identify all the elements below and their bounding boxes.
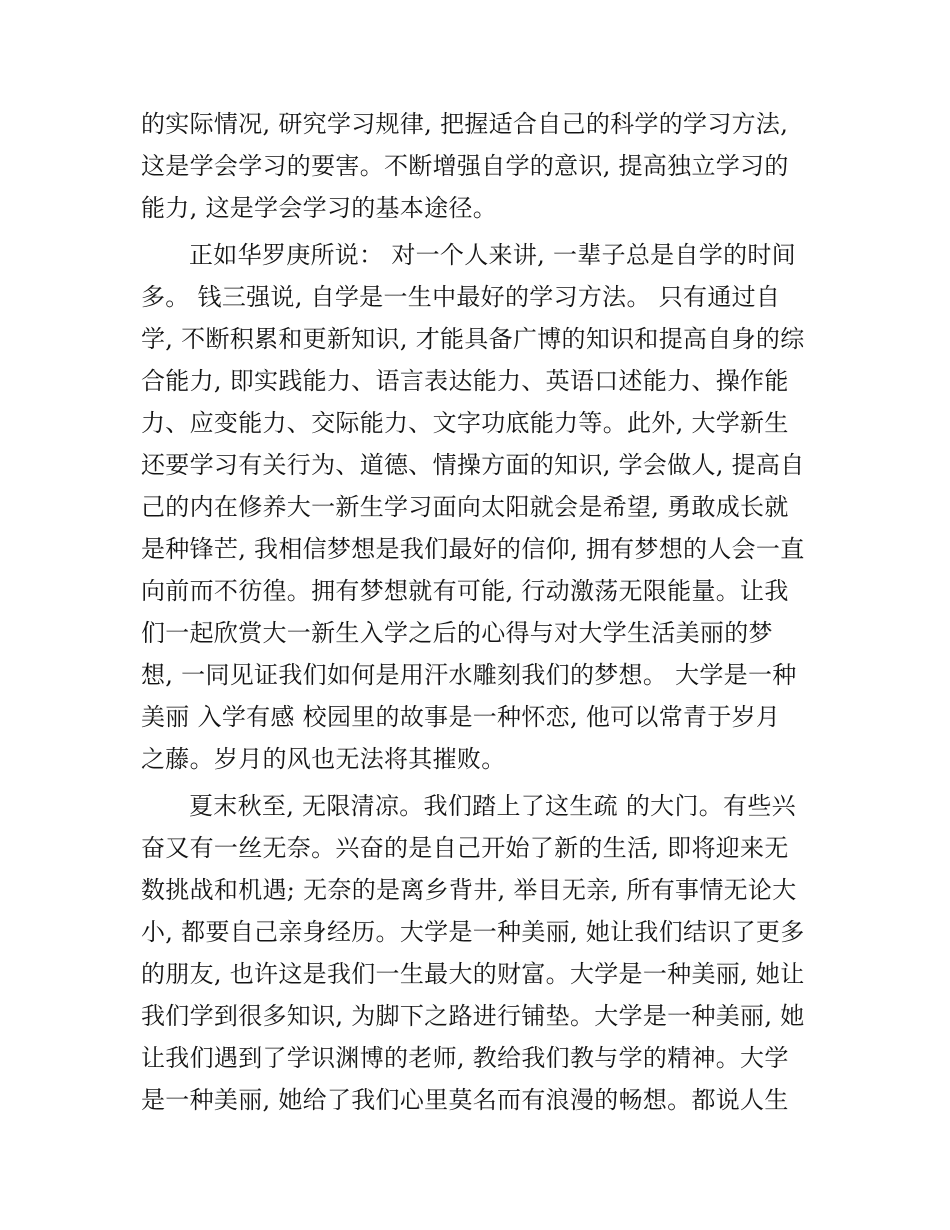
body-text: [141, 103, 816, 1121]
text-line: 这是学会学习的要害。不断增强自学的意识, 提高独立学习的: [141, 152, 789, 180]
text-line: 小, 都要自己亲身经历。大学是一种美丽, 她让我们结识了更多: [141, 918, 805, 946]
text-line: 想, 一同见证我们如何是用汗水雕刻我们的梦想。 大学是一种: [141, 661, 797, 689]
text-line: 己的内在修养大一新生学习面向太阳就会是希望, 勇敢成长就: [141, 493, 789, 521]
text-line: 让我们遇到了学识渊博的老师, 教给我们教与学的精神。大学: [141, 1044, 789, 1072]
paragraph-3: [141, 785, 816, 1121]
paragraph-2: [141, 234, 816, 780]
text-line: 们一起欣赏大一新生入学之后的心得与对大学生活美丽的梦: [141, 619, 773, 647]
text-line: 我们学到很多知识, 为脚下之路进行铺垫。大学是一种美丽, 她: [141, 1002, 805, 1030]
text-line: 的实际情况, 研究学习规律, 把握适合自己的科学的学习方法,: [141, 110, 789, 138]
text-line: 夏末秋至, 无限清凉。我们踏上了这生疏 的大门。有些兴: [189, 792, 796, 820]
text-line: 能力, 这是学会学习的基本途径。: [141, 194, 498, 222]
text-line: 之藤。岁月的风也无法将其摧败。: [141, 745, 506, 773]
text-line: 合能力, 即实践能力、语言表达能力、英语口述能力、操作能: [141, 367, 789, 395]
text-line: 美丽 入学有感 校园里的故事是一种怀恋, 他可以常青于岁月: [141, 703, 781, 731]
text-line: 多。 钱三强说, 自学是一生中最好的学习方法。 只有通过自: [141, 283, 781, 311]
text-line: 正如华罗庚所说： 对一个人来讲, 一辈子总是自学的时间: [189, 241, 796, 269]
paragraph-1: [141, 103, 816, 229]
text-line: 是一种美丽, 她给了我们心里莫名而有浪漫的畅想。都说人生: [141, 1086, 789, 1114]
text-line: 力、应变能力、交际能力、文字功底能力等。此外, 大学新生: [141, 409, 789, 437]
text-line: 奋又有一丝无奈。兴奋的是自己开始了新的生活, 即将迎来无: [141, 834, 789, 862]
text-line: 的朋友, 也许这是我们一生最大的财富。大学是一种美丽, 她让: [141, 960, 805, 988]
text-line: 向前而不彷徨。拥有梦想就有可能, 行动激荡无限能量。让我: [141, 577, 789, 605]
text-line: 学, 不断积累和更新知识, 才能具备广博的知识和提高自身的综: [141, 325, 805, 353]
text-line: 还要学习有关行为、道德、情操方面的知识, 学会做人, 提高自: [141, 451, 805, 479]
text-line: 数挑战和机遇; 无奈的是离乡背井, 举目无亲, 所有事情无论大: [141, 876, 797, 904]
text-line: 是种锋芒, 我相信梦想是我们最好的信仰, 拥有梦想的人会一直: [141, 535, 805, 563]
